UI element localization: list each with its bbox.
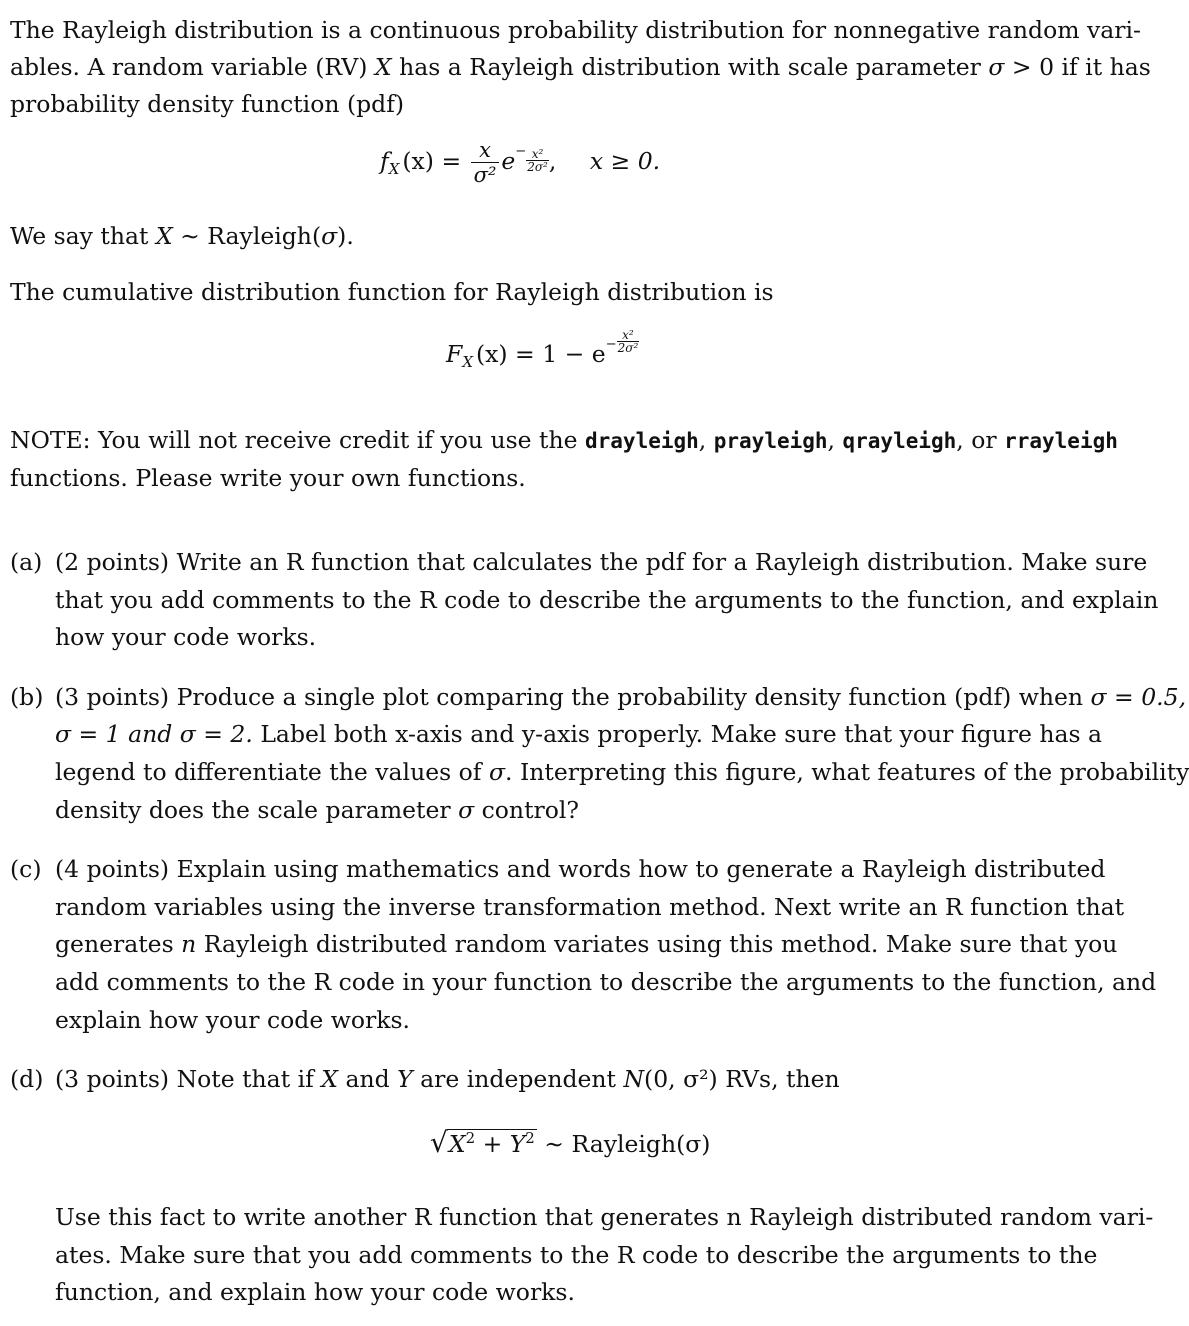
say-text: We say that bbox=[10, 222, 156, 250]
note-sep: , bbox=[698, 426, 714, 454]
eq-rhs: ∼ Rayleigh(σ) bbox=[536, 1130, 711, 1158]
variable-x: X bbox=[374, 53, 392, 81]
part-d-line-3: ates. Make sure that you add comments to the R code to describe the arguments to the bbox=[55, 1241, 1098, 1269]
cdf-exp-fraction bbox=[617, 329, 640, 354]
sigma-symbol: σ bbox=[488, 758, 506, 786]
part-b-line-3 bbox=[55, 758, 1189, 786]
variable-n: n bbox=[181, 930, 197, 958]
part-c-line-3 bbox=[55, 930, 1118, 958]
sigma-symbol: σ bbox=[988, 53, 1005, 81]
pdf-exp-base: e bbox=[501, 147, 516, 175]
eq-y-square: 2 bbox=[525, 1129, 535, 1147]
part-b-text: Label both x-axis and y-axis properly. Make sure that your figure has a bbox=[252, 720, 1103, 748]
variable-x: X bbox=[321, 1065, 339, 1093]
radicand bbox=[447, 1129, 537, 1158]
eq-plus: + bbox=[475, 1130, 510, 1158]
pdf-exp-fraction bbox=[526, 148, 549, 173]
part-b-line-1 bbox=[55, 683, 1187, 711]
part-d-text: (0, σ²) RVs, then bbox=[644, 1065, 840, 1093]
part-d-label: (d) bbox=[10, 1065, 44, 1093]
part-a-label: (a) bbox=[10, 548, 43, 576]
intro-line-2 bbox=[10, 53, 1151, 81]
cdf-exp-den: 2σ² bbox=[617, 341, 639, 355]
cdf-F: F bbox=[446, 340, 463, 368]
part-b-text: (3 points) Produce a single plot comparing the probability density function (pdf) when bbox=[55, 683, 1091, 711]
part-c-text: Rayleigh distributed random variates using this method. Make sure that you bbox=[196, 930, 1118, 958]
eq-y: Y bbox=[509, 1130, 526, 1158]
part-a-line-3: how your code works. bbox=[55, 623, 317, 651]
sqrt-equation bbox=[430, 1126, 710, 1159]
cdf-exp-minus: − bbox=[605, 337, 617, 352]
cdf-intro: The cumulative distribution function for Rayleigh distribution is bbox=[10, 278, 774, 306]
pdf-exp-den: 2σ² bbox=[527, 160, 548, 174]
intro-line-1: The Rayleigh distribution is a continuous probability distribution for nonnegative random vari- bbox=[10, 16, 1141, 44]
part-c-label: (c) bbox=[10, 855, 42, 883]
note-line-1 bbox=[10, 426, 1118, 454]
pdf-subscript: X bbox=[388, 160, 400, 178]
code-drayleigh: drayleigh bbox=[585, 429, 699, 453]
intro-text: has a Rayleigh distribution with scale parameter bbox=[391, 53, 989, 81]
part-d-line-4: function, and explain how your code works. bbox=[55, 1278, 575, 1306]
cdf-exp-num: x² bbox=[622, 328, 634, 342]
sigma-symbol: σ bbox=[321, 222, 338, 250]
pdf-fraction bbox=[471, 138, 500, 187]
note-sep: , bbox=[827, 426, 843, 454]
say-line bbox=[10, 222, 354, 250]
code-rrayleigh: rrayleigh bbox=[1004, 429, 1118, 453]
part-b-line-4 bbox=[55, 796, 579, 824]
part-a-line-2: that you add comments to the R code to describe the arguments to the function, and explain bbox=[55, 586, 1159, 614]
part-c-line-5: explain how your code works. bbox=[55, 1006, 410, 1034]
part-a-line-1: (2 points) Write an R function that calculates the pdf for a Rayleigh distribution. Make sure bbox=[55, 548, 1148, 576]
cdf-exponent bbox=[605, 328, 640, 355]
part-b-line-2 bbox=[55, 720, 1103, 748]
sigma-values-1-2: σ = 1 and σ = 2. bbox=[55, 720, 253, 748]
part-d-text: are independent bbox=[412, 1065, 624, 1093]
radical-icon: √ bbox=[430, 1126, 448, 1159]
intro-text: ables. A random variable (RV) bbox=[10, 53, 375, 81]
part-d-line-1 bbox=[55, 1065, 840, 1093]
pdf-exp-num: x² bbox=[531, 147, 544, 161]
pdf-numerator: x bbox=[479, 138, 491, 162]
note-line-2: functions. Please write your own functions. bbox=[10, 464, 526, 492]
part-d-text: (3 points) Note that if bbox=[55, 1065, 322, 1093]
part-b-label: (b) bbox=[10, 683, 44, 711]
part-c-line-2: random variables using the inverse transformation method. Next write an R function that bbox=[55, 893, 1125, 921]
say-text: ). bbox=[337, 222, 354, 250]
part-c-line-4: add comments to the R code in your function to describe the arguments to the function, and bbox=[55, 968, 1157, 996]
sigma-value-0-5: σ = 0.5, bbox=[1090, 683, 1187, 711]
part-b-text: legend to differentiate the values of bbox=[55, 758, 489, 786]
intro-line-3: probability density function (pdf) bbox=[10, 90, 405, 118]
pdf-f: f bbox=[380, 147, 389, 175]
normal-n: N bbox=[623, 1065, 645, 1093]
cdf-subscript: X bbox=[462, 353, 473, 371]
pdf-comma: , bbox=[548, 147, 557, 175]
cdf-lhs: (x) = 1 − e bbox=[476, 340, 606, 368]
code-qrayleigh: qrayleigh bbox=[842, 429, 957, 453]
code-prayleigh: prayleigh bbox=[713, 429, 828, 453]
note-text: NOTE: You will not receive credit if you use the bbox=[10, 426, 585, 454]
pdf-formula bbox=[380, 138, 660, 187]
part-c-line-1: (4 points) Explain using mathematics and words how to generate a Rayleigh distributed bbox=[55, 855, 1106, 883]
eq-x: X bbox=[448, 1130, 466, 1158]
note-sep: , or bbox=[956, 426, 1005, 454]
cdf-formula bbox=[446, 328, 639, 371]
pdf-lhs: (x) = bbox=[402, 147, 462, 175]
part-b-text: density does the scale parameter bbox=[55, 796, 459, 824]
pdf-exponent bbox=[515, 144, 549, 174]
eq-x-square: 2 bbox=[465, 1129, 476, 1147]
variable-x: X bbox=[155, 222, 173, 250]
part-b-text: . Interpreting this figure, what features of the probability bbox=[505, 758, 1189, 786]
part-b-text: control? bbox=[474, 796, 580, 824]
intro-text: > 0 if it has bbox=[1004, 53, 1151, 81]
say-text: ∼ Rayleigh( bbox=[172, 222, 322, 250]
sigma-symbol: σ bbox=[458, 796, 475, 824]
pdf-denominator: σ² bbox=[471, 162, 500, 187]
pdf-condition: x ≥ 0. bbox=[589, 147, 661, 175]
part-c-text: generates bbox=[55, 930, 182, 958]
part-d-line-2: Use this fact to write another R function that generates n Rayleigh distributed random vari- bbox=[55, 1203, 1154, 1231]
pdf-exp-minus: − bbox=[515, 144, 527, 159]
variable-y: Y bbox=[397, 1065, 413, 1093]
part-d-text: and bbox=[338, 1065, 398, 1093]
